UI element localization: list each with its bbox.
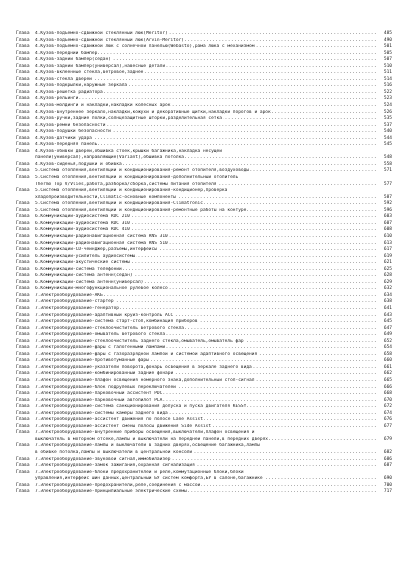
page-number: 625 xyxy=(383,266,392,272)
entry-title: 7.Электрооборудование-противотуманные фары xyxy=(35,358,149,364)
entry-title: 4.Кузов-стекла дверей xyxy=(35,76,92,82)
chapter-label: Глава xyxy=(16,279,30,285)
page-number: 629 xyxy=(383,279,392,285)
chapter-label: Глава xyxy=(16,358,30,364)
entry-title: 7.Электрооборудование-внутренние приборы освещения,выключатели,плафон освещения и xyxy=(35,430,255,436)
chapter-label: Глава xyxy=(16,96,30,102)
entry-title: Thermo Top V/Vlies,работа,разборка/сборка,системы питания отопителя xyxy=(35,181,217,187)
chapter-label: Глава xyxy=(16,83,30,89)
page-number: 645 xyxy=(383,319,392,325)
entry-title: 7.Электрооборудование-АКБ xyxy=(35,292,103,298)
page-number: 558 xyxy=(383,161,392,167)
entry-title: 7.Электрооборудование-система старт-стоп,комбинация приборов xyxy=(35,319,198,325)
entry-title: 7.Электрооборудование-омыватель ветрового стекла xyxy=(35,332,166,338)
page-number: 507 xyxy=(383,57,392,63)
page-number: 677 xyxy=(383,423,392,429)
page-number: 641 xyxy=(383,305,392,311)
page-number: 700 xyxy=(383,482,392,488)
page-number: 628 xyxy=(383,273,392,279)
page-number: 490 xyxy=(383,37,392,43)
chapter-label: Глава xyxy=(16,332,30,338)
entry-title: 6.Коммуникации-система антенн(универсал) xyxy=(35,279,144,285)
page-number: 638 xyxy=(383,299,392,305)
entry-title: 4.Кузов-передняя панель xyxy=(35,142,98,148)
page-number: 668 xyxy=(383,391,392,397)
page-number: 516 xyxy=(383,83,392,89)
page-number: 661 xyxy=(383,364,392,370)
page-number: 511 xyxy=(383,70,392,76)
chapter-label: Глава xyxy=(16,417,30,423)
entry-title: 7.Электрооборудование-блоки предохранителей и реле,коммутационные блоки,блоки xyxy=(35,469,244,475)
page-number: 540 xyxy=(383,129,392,135)
page-number: 658 xyxy=(383,351,392,357)
chapter-label: Глава xyxy=(16,325,30,331)
chapter-label: Глава xyxy=(16,463,30,469)
page-number: 524 xyxy=(383,103,392,109)
chapter-label: Глава xyxy=(16,430,30,436)
chapter-label: Глава xyxy=(16,443,30,449)
chapter-label: Глава xyxy=(16,103,30,109)
entry-title: 7.Электрооборудование-лампы и выключатели в задних дверях,освещение багажника,лампы xyxy=(35,443,260,449)
page-number: 621 xyxy=(383,260,392,266)
page-number: 619 xyxy=(383,253,392,259)
entry-title: 4.Кузов-подъемно-сдвижной люк с солнечной панелью(Webasto),рама люка с механизмом xyxy=(35,44,255,50)
page-number: 670 xyxy=(383,397,392,403)
entry-title: 6.Коммуникации-радионавигационная система RNS 310 xyxy=(35,233,168,239)
page-number: 634 xyxy=(383,292,392,298)
entry-title: 7.Электрооборудование-генератор xyxy=(35,305,119,311)
entry-title: 5.Система отопления,вентиляции и кондиционирования-кондиционер,проверка xyxy=(35,188,228,194)
chapter-label: Глава xyxy=(16,410,30,416)
page-number: 617 xyxy=(383,247,392,253)
entry-title: 4.Кузов-датчики удара xyxy=(35,135,92,141)
entry-title: 4.Кузов-задний бампер(седан) xyxy=(35,57,111,63)
entry-title: 7.Электрооборудование-звуковой сигнал,иммобилайзер xyxy=(35,456,171,462)
chapter-label: Глава xyxy=(16,377,30,383)
chapter-label: Глава xyxy=(16,404,30,410)
chapter-label: Глава xyxy=(16,50,30,56)
entry-title: 4.Кузов-задний бампер(универсал),навесные детали xyxy=(35,63,166,69)
chapter-label: Глава xyxy=(16,371,30,377)
entry-title: 7.Электрооборудование-парковочный ассистент PDC xyxy=(35,391,163,397)
entry-title: 7.Электрооборудование-принципиальные электрические схемы xyxy=(35,489,187,495)
page-number: 571 xyxy=(383,168,392,174)
entry-title: 7.Электрооборудование-стеклоочиститель заднего стекла,омыватель,омыватель фар xyxy=(35,338,244,344)
entry-title: 5.Система отопления,вентиляции и кондиционирования-ремонтные работы на контуре xyxy=(35,207,247,213)
entry-title: управления,интерфейс шин данных,центральный БУ систем комфорта,БУ в салоне,багажнике xyxy=(35,476,263,482)
chapter-label: Глава xyxy=(16,482,30,488)
entry-title: 4.Кузов-подушки безопасности xyxy=(35,129,111,135)
page-number: 610 xyxy=(383,233,392,239)
page-number: 577 xyxy=(383,181,392,187)
entry-title: 6.Коммуникации-усилитель аудиосистемы xyxy=(35,253,136,259)
chapter-label: Глава xyxy=(16,227,30,233)
chapter-label: Глава xyxy=(16,423,30,429)
page-number: 676 xyxy=(383,417,392,423)
toc-entry xyxy=(16,489,392,496)
page-number: 679 xyxy=(383,436,392,442)
chapter-label: Глава xyxy=(16,129,30,135)
entry-title: хладопроизводительности,Climatic-основные компоненты xyxy=(35,194,176,200)
entry-title: 4.Кузов-ремни безопасности xyxy=(35,122,106,128)
entry-title: 6.Коммуникации-многофункциональное рулевое колесо xyxy=(35,286,168,292)
page-number: 592 xyxy=(383,201,392,207)
chapter-label: Глава xyxy=(16,109,30,115)
chapter-label: Глава xyxy=(16,76,30,82)
chapter-label: Глава xyxy=(16,364,30,370)
chapter-label: Глава xyxy=(16,469,30,475)
page-number: 660 xyxy=(383,358,392,364)
chapter-label: Глава xyxy=(16,207,30,213)
page-number: 643 xyxy=(383,312,392,318)
page-number: 501 xyxy=(383,44,392,50)
entry-title: 7.Электрооборудование-фары с галогенными лампами xyxy=(35,345,166,351)
entry-title: 5.Система отопления,вентиляции и кондиционирования-Climatronic xyxy=(35,201,203,207)
page-number: 690 xyxy=(383,476,392,482)
chapter-label: Глава xyxy=(16,397,30,403)
entry-title: 7.Электрооборудование-парковочный автопилот PLA xyxy=(35,397,163,403)
chapter-label: Глава xyxy=(16,233,30,239)
chapter-label: Глава xyxy=(16,220,30,226)
entry-title: 4.Кузов-ручки,задние полки,солнцезащитные шторки,разделительная сетка xyxy=(35,116,222,122)
entry-title: 7.Электрооборудование-адаптивный круиз-контроль ACC xyxy=(35,312,174,318)
chapter-label: Глава xyxy=(16,253,30,259)
chapter-label: Глава xyxy=(16,142,30,148)
chapter-label: Глава xyxy=(16,305,30,311)
entry-title: 7.Электрооборудование-блок подрулевых переключателей xyxy=(35,384,176,390)
entry-title: 7.Электрооборудование-стеклоочиститель ветрового стекла xyxy=(35,325,185,331)
page-number: 544 xyxy=(383,135,392,141)
entry-title: 7.Электрооборудование-система санкционирования допуска и пуска двигателя KESSY xyxy=(35,404,247,410)
page-number: 687 xyxy=(383,463,392,469)
chapter-label: Глава xyxy=(16,122,30,128)
page-number: 523 xyxy=(383,96,392,102)
entry-title: 4.Кузов-подъемно-сдвижной стеклянный люк(Arvin-Meritor) xyxy=(35,37,185,43)
chapter-label: Глава xyxy=(16,299,30,305)
entry-title: 7.Электрооборудование-плафон освещения номерного знака,дополнительный стоп-сигнал xyxy=(35,377,255,383)
chapter-label: Глава xyxy=(16,44,30,50)
page-number: 548 xyxy=(383,155,392,161)
chapter-label: Глава xyxy=(16,63,30,69)
page-number: 666 xyxy=(383,384,392,390)
chapter-label: Глава xyxy=(16,312,30,318)
entry-title: 7.Электрооборудование-системы камеры заднего вида xyxy=(35,410,168,416)
chapter-label: Глава xyxy=(16,456,30,462)
entry-title: 7.Электрооборудование-стартер xyxy=(35,299,114,305)
entry-title: 6.Коммуникации-аудиосистема RDC 410 xyxy=(35,227,130,233)
chapter-label: Глава xyxy=(16,351,30,357)
entry-title: 6.Коммуникации-радионавигационная система RNS 510 xyxy=(35,240,168,246)
entry-title: 6.Коммуникации-аудиосистема RDC 310 xyxy=(35,220,130,226)
page-number: 632 xyxy=(383,286,392,292)
entry-title: 6.Коммуникации-акустические системы xyxy=(35,260,130,266)
entry-title: 5.Система отопления,вентиляции и кондиционирования-дополнительный отопитель xyxy=(35,175,239,181)
chapter-label: Глава xyxy=(16,116,30,122)
page-number: 682 xyxy=(383,450,392,455)
entry-title: 7.Электрооборудование-указатели поворота,фонарь освещения в зеркале заднего вида xyxy=(35,364,252,370)
page-number: 587 xyxy=(383,194,392,200)
entry-title: 4.Кузов-подкрылки,наружные зеркала xyxy=(35,83,128,89)
chapter-label: Глава xyxy=(16,384,30,390)
entry-title: 7.Электрооборудование-замок зажигания,охранная сигнализация xyxy=(35,463,195,469)
entry-title: 4.Кузов-обивки дверей,обшивка стоек,крышки багажника,накладка несущей xyxy=(35,148,222,154)
page-number: 596 xyxy=(383,207,392,213)
entry-title-wrap xyxy=(35,489,377,496)
entry-title: 4.Кузов-решетка радиатора xyxy=(35,89,103,95)
page-number: 662 xyxy=(383,371,392,377)
entry-title: 4.Кузов-молдинги и накладки,накладки колесных арок xyxy=(35,103,171,109)
page-number: 545 xyxy=(383,142,392,148)
chapter-label: Глава xyxy=(16,168,30,174)
chapter-label: Глава xyxy=(16,135,30,141)
page-number: 665 xyxy=(383,377,392,383)
chapter-label: Глава xyxy=(16,292,30,298)
chapter-label: Глава xyxy=(16,266,30,272)
page-number: 674 xyxy=(383,410,392,416)
entry-title: 6.Коммуникации-система телефонии xyxy=(35,266,122,272)
chapter-label: Глава xyxy=(16,201,30,207)
page-number: 514 xyxy=(383,76,392,82)
page-number: 607 xyxy=(383,220,392,226)
page-number: 608 xyxy=(383,227,392,233)
entry-title: 7.Электрооборудование-ассистент движения по полосе Lane Assist xyxy=(35,417,203,423)
entry-title: 4.Кузов-сиденья,подушки и обивка xyxy=(35,161,122,167)
page-number: 510 xyxy=(383,63,392,69)
entry-title: 4.Кузов-передний бампер xyxy=(35,50,98,56)
entry-title: 6.Коммуникации-CD-чейнджер,разъемы,интерфейсы xyxy=(35,247,157,253)
entry-title: 4.Кузов-внутреннее зеркало,накладки,кожухи и декоративные щитки,накладки порогов и арок xyxy=(35,109,271,115)
page-number: 652 xyxy=(383,338,392,344)
page-number: 603 xyxy=(383,214,392,220)
entry-title: 4.Кузов-подъемно-сдвижной стеклянный люк(Meritor) xyxy=(35,31,168,36)
chapter-label: Глава xyxy=(16,70,30,76)
table-of-contents xyxy=(16,31,392,496)
entry-title: 7.Электрооборудование-ассистент смены полосы движения Side Assist xyxy=(35,423,212,429)
page-number: 485 xyxy=(383,31,392,36)
entry-title: 7.Электрооборудование-комбинированный задние фонари xyxy=(35,371,174,377)
chapter-label: Глава xyxy=(16,319,30,325)
entry-title: выключатель в моторном отсеке,лампы и выключатели на передней панели,в передних дверях xyxy=(35,436,268,442)
page-number: 505 xyxy=(383,50,392,56)
page-number: 535 xyxy=(383,116,392,122)
page-number: 613 xyxy=(383,240,392,246)
page-number: 522 xyxy=(383,89,392,95)
chapter-label: Глава xyxy=(16,37,30,43)
entry-title: 7.Электрооборудование-предохранители,реле,соединения с массой xyxy=(35,482,201,488)
page-number: 537 xyxy=(383,122,392,128)
chapter-label: Глава xyxy=(16,57,30,63)
chapter-label: Глава xyxy=(16,188,30,194)
chapter-label: Глава xyxy=(16,391,30,397)
chapter-label: Глава xyxy=(16,161,30,167)
page-number: 686 xyxy=(383,456,392,462)
chapter-label: Глава xyxy=(16,338,30,344)
entry-title: панели(универсал),направляющие(Variant),обшивка потолка xyxy=(35,155,185,161)
page-number: 649 xyxy=(383,332,392,338)
page-number: 717 xyxy=(383,489,392,495)
chapter-label: Глава xyxy=(16,345,30,351)
chapter-label: Глава xyxy=(16,175,30,181)
chapter-label: Глава xyxy=(16,260,30,266)
page-number: 672 xyxy=(383,404,392,410)
entry-title: 4.Кузов-рельинги xyxy=(35,96,79,102)
entry-title: 6.Коммуникации-система антенн(седан) xyxy=(35,273,133,279)
entry-title: в обивке потолка,лампы и выключатели в центральной консоли xyxy=(35,450,193,455)
chapter-label: Глава xyxy=(16,286,30,292)
chapter-label: Глава xyxy=(16,273,30,279)
page-number: 647 xyxy=(383,325,392,331)
chapter-label: Глава xyxy=(16,489,30,495)
entry-title: 5.Система отопления,вентиляции и кондиционирования-ремонт отопителя,воздуховоды xyxy=(35,168,250,174)
chapter-label: Глава xyxy=(16,148,30,154)
entry-title: 7.Электрооборудование-фары с газоразрядной лампой и системой адаптивного освещения xyxy=(35,351,258,357)
chapter-label: Глава xyxy=(16,247,30,253)
page-number: 654 xyxy=(383,345,392,351)
entry-title: 4.Кузов-вклеенные стекла,ветровое,заднее xyxy=(35,70,144,76)
entry-title: 6.Коммуникации-аудиосистема RDC 210 xyxy=(35,214,130,220)
chapter-label: Глава xyxy=(16,214,30,220)
chapter-label: Глава xyxy=(16,240,30,246)
chapter-label: Глава xyxy=(16,31,30,36)
chapter-label: Глава xyxy=(16,89,30,95)
page-number: 526 xyxy=(383,109,392,115)
